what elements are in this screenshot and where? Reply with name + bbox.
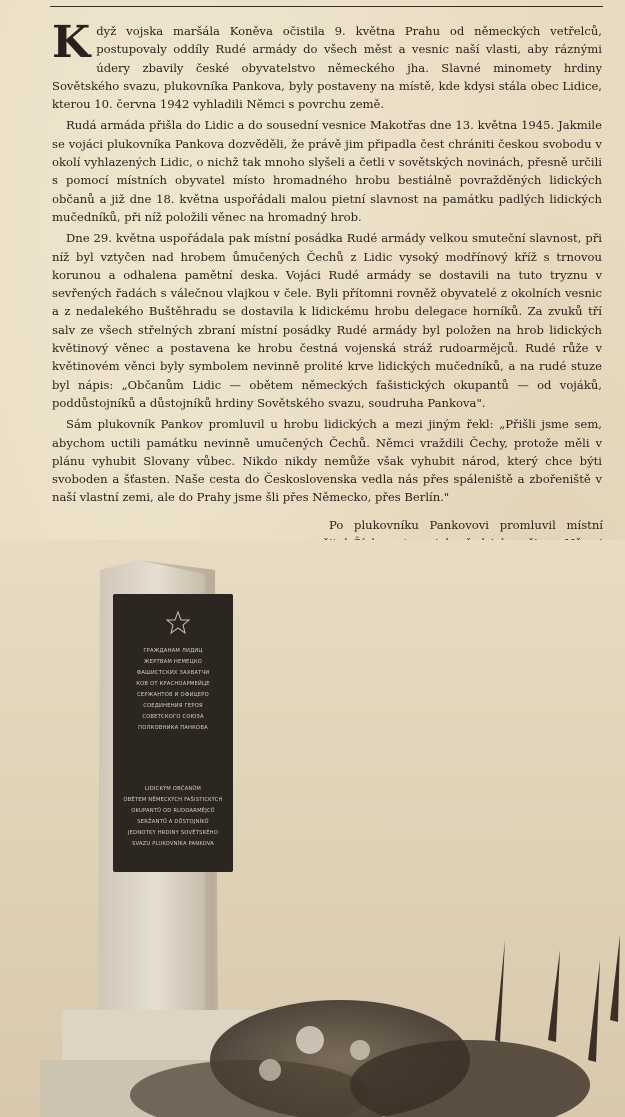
article-body	[52, 17, 602, 510]
plaque-line: ПОЛКОВНИКА ПАНКОВА	[138, 725, 208, 731]
white-flower	[259, 1059, 281, 1081]
plaque-line: ФАШИСТСКИХ ЗАХВАТЧИ	[136, 670, 210, 676]
plaque-line: JEDNOTKY HRDINY SOVĚTSKÉHO	[127, 830, 219, 836]
memorial-photo	[0, 540, 625, 1117]
plaque-line: LIDICKÝM OBČANŮM	[144, 786, 202, 792]
paragraph-2: Rudá armáda přišla do Lidic a do sousední vesnice Makotřas dne 13. května 1945. Jakmile se vojáci plukovníka Pankova dozvěděli, že právě jim připadla čest chrániti českou svobodu v okolí vyhlazených Lidic, o nichž tak mnoho slyšeli a četli v sovětských novinách, přesně určili s pomocí místních obyvatel místo hromadného hrobu bestiálně povražděných lidických občanů a již dne 18. května uspořádali malou pietní slavnost na památku padlých lidických mučedníků, při níž položili věnec na hromadný hrob.	[52, 118, 602, 224]
drop-cap: K	[52, 17, 91, 68]
paragraph-3: Dne 29. května uspořádala pak místní posádka Rudé armády velkou smuteční slavnost, při níž byl vztyčen nad hrobem ůmučených Čechů z Lidic vysoký modřínový kříž s trnovou korunou a odhalena pamětní deska. Vojáci Rudé armády se dostavili na tuto tryznu v sevřených řadách s válečnou vlajkou v čele. Byli přítomni rovněž obyvatelé z okolních vesnic a z nedalekého Buštěhradu se dostavila k lidickému hrobu delegace horníků. Za zvuků tří salv ze všech střelných zbraní místní posádky Rudé armády byl položen na hrob lidických květinový věnec a postavena ke hrobu čestná vojenská stráž rudoarmějců. Rudé růže v květinovém věnci byly symbolem nevinně prolité krve lidických mučedníků, a na rudé stuze byl nápis: „Občanům Lidic — obětem německých fašistických okupantů — od vojáků, poddůstojníků a důstojníků hrdiny Sovětského svazu, soudruha Pankova".	[52, 231, 602, 410]
paragraph-1-text: dyž vojska maršála Koněva očistila 9. května Prahu od německých vetřelců, postupovaly oddíly Rudé armády do všech měst a vesnic naší vlasti, aby ráznými údery zbavily české obyvatelstvo německého jha. Slavné minomety hrdiny Sovětského svazu, plukovníka Pankova, byly postaveny na místě, kde kdysi stála obec Lidice, kterou 10. června 1942 vyhladili Němci s povrchu země.	[52, 24, 602, 112]
paragraph-4: Sám plukovník Pankov promluvil u hrobu lidických a mezi jiným řekl: „Přišli jsme sem, abychom uctili památku nevinně umučených Čechů. Němci vraždili Čechy, protože měli v plánu vyhubit Slovany vůbec. Nikdo nikdy nemůže však vyhubit národ, který chce býti svoboden a šťasten. Naše cesta do Československa vedla nás přes spáleniště a zbořeniště v naší vlastní zemi, ale do Prahy jsme šli přes Německo, přes Berlín."	[52, 417, 602, 505]
plaque-line: КОВ ОТ КРАСНОАРМЕЙЦЕ	[136, 681, 210, 687]
plaque-line: СОВЕТСКОГО СОЮЗА	[142, 714, 204, 720]
paragraph-1	[52, 17, 602, 113]
plaque-line: СЕРЖАНТОВ И ОФИЦЕРО	[137, 692, 209, 698]
white-flower	[296, 1026, 324, 1054]
paragraph-5: Po plukovníku Pankovovi promluvil místní	[329, 518, 603, 532]
memorial-plaque	[113, 594, 233, 872]
plaque-line: SVAZU PLUKOVNÍKA PANKOVA	[131, 841, 215, 847]
plaque-line: СОЕДИНЕНИЯ ГЕРОЯ	[143, 703, 203, 709]
plaque-line: SERŽANTŮ A DŮSTOJNÍKŮ	[137, 819, 209, 825]
plaque-line: ЖЕРТВАМ НЕМЕЦКО	[143, 659, 203, 665]
plaque-line: OKUPANTŮ OD RUDOARMĚJCŮ	[131, 808, 215, 814]
top-rule	[50, 6, 603, 7]
plaque-line: OBĚTEM NĚMECKÝCH FAŠISTICKÝCH	[123, 797, 223, 803]
plaque-line: ГРАЖДАНАМ ЛИДИЦ	[143, 648, 203, 654]
white-flower	[350, 1040, 370, 1060]
